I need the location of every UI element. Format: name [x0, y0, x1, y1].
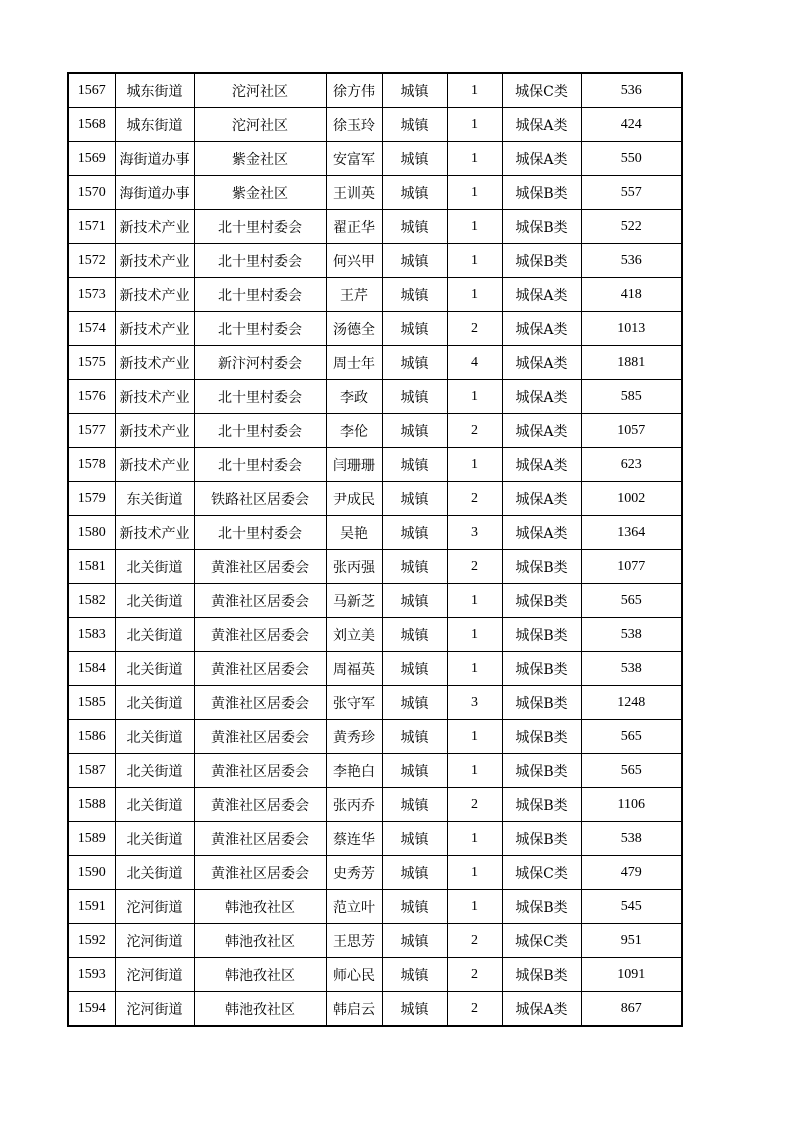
cell-count: 1: [447, 448, 502, 482]
cell-name: 韩启云: [326, 992, 382, 1027]
cell-street: 新技术产业: [115, 244, 194, 278]
cell-area: 城镇: [382, 142, 447, 176]
cell-id: 1579: [68, 482, 115, 516]
cell-community: 铁路社区居委会: [194, 482, 326, 516]
cell-category: 城保A类: [502, 278, 581, 312]
cell-area: 城镇: [382, 822, 447, 856]
cell-community: 黄淮社区居委会: [194, 550, 326, 584]
cell-area: 城镇: [382, 992, 447, 1027]
cell-community: 黄淮社区居委会: [194, 788, 326, 822]
cell-community: 北十里村委会: [194, 210, 326, 244]
cell-street: 北关街道: [115, 686, 194, 720]
cell-street: 新技术产业: [115, 210, 194, 244]
cell-name: 王训英: [326, 176, 382, 210]
cell-count: 3: [447, 516, 502, 550]
cell-community: 韩池孜社区: [194, 992, 326, 1027]
cell-street: 城东街道: [115, 73, 194, 108]
table-row: [68, 73, 682, 108]
cell-name: 吴艳: [326, 516, 382, 550]
cell-community: 韩池孜社区: [194, 958, 326, 992]
cell-community: 紫金社区: [194, 142, 326, 176]
cell-name: 安富军: [326, 142, 382, 176]
cell-name: 张丙乔: [326, 788, 382, 822]
cell-count: 1: [447, 754, 502, 788]
cell-id: 1573: [68, 278, 115, 312]
cell-name: 史秀芳: [326, 856, 382, 890]
cell-name: 闫珊珊: [326, 448, 382, 482]
cell-count: 2: [447, 550, 502, 584]
cell-area: 城镇: [382, 312, 447, 346]
table-row: [68, 278, 682, 312]
table-row: [68, 346, 682, 380]
cell-count: 1: [447, 176, 502, 210]
cell-area: 城镇: [382, 380, 447, 414]
cell-area: 城镇: [382, 516, 447, 550]
cell-category: 城保A类: [502, 516, 581, 550]
cell-id: 1586: [68, 720, 115, 754]
cell-amount: 550: [581, 142, 682, 176]
cell-area: 城镇: [382, 754, 447, 788]
cell-community: 北十里村委会: [194, 312, 326, 346]
cell-id: 1569: [68, 142, 115, 176]
cell-amount: 545: [581, 890, 682, 924]
cell-count: 3: [447, 686, 502, 720]
cell-street: 北关街道: [115, 550, 194, 584]
table-row: [68, 924, 682, 958]
cell-amount: 538: [581, 652, 682, 686]
cell-count: 2: [447, 788, 502, 822]
cell-category: 城保A类: [502, 312, 581, 346]
cell-id: 1571: [68, 210, 115, 244]
cell-street: 新技术产业: [115, 278, 194, 312]
cell-id: 1581: [68, 550, 115, 584]
cell-street: 沱河街道: [115, 924, 194, 958]
cell-amount: 1364: [581, 516, 682, 550]
table-row: [68, 176, 682, 210]
cell-category: 城保B类: [502, 890, 581, 924]
cell-amount: 536: [581, 73, 682, 108]
cell-amount: 538: [581, 822, 682, 856]
cell-street: 沱河街道: [115, 890, 194, 924]
cell-community: 沱河社区: [194, 108, 326, 142]
cell-id: 1585: [68, 686, 115, 720]
cell-category: 城保A类: [502, 414, 581, 448]
cell-name: 何兴甲: [326, 244, 382, 278]
cell-category: 城保B类: [502, 244, 581, 278]
cell-area: 城镇: [382, 720, 447, 754]
table-row: [68, 652, 682, 686]
table-row: [68, 516, 682, 550]
cell-amount: 557: [581, 176, 682, 210]
cell-street: 新技术产业: [115, 516, 194, 550]
table-row: [68, 380, 682, 414]
cell-street: 北关街道: [115, 618, 194, 652]
cell-area: 城镇: [382, 448, 447, 482]
cell-name: 王芹: [326, 278, 382, 312]
cell-name: 马新芝: [326, 584, 382, 618]
cell-amount: 538: [581, 618, 682, 652]
cell-category: 城保B类: [502, 176, 581, 210]
cell-name: 汤德全: [326, 312, 382, 346]
cell-count: 1: [447, 822, 502, 856]
cell-id: 1590: [68, 856, 115, 890]
table-row: [68, 992, 682, 1027]
table-row: [68, 550, 682, 584]
cell-amount: 522: [581, 210, 682, 244]
cell-amount: 418: [581, 278, 682, 312]
cell-name: 师心民: [326, 958, 382, 992]
cell-id: 1593: [68, 958, 115, 992]
cell-community: 北十里村委会: [194, 278, 326, 312]
cell-id: 1587: [68, 754, 115, 788]
cell-name: 李政: [326, 380, 382, 414]
table-row: [68, 312, 682, 346]
cell-community: 黄淮社区居委会: [194, 720, 326, 754]
table-row: [68, 482, 682, 516]
cell-amount: 424: [581, 108, 682, 142]
cell-category: 城保A类: [502, 448, 581, 482]
table-row: [68, 686, 682, 720]
cell-area: 城镇: [382, 278, 447, 312]
table-row: [68, 720, 682, 754]
cell-count: 1: [447, 278, 502, 312]
cell-street: 北关街道: [115, 754, 194, 788]
cell-amount: 951: [581, 924, 682, 958]
cell-street: 北关街道: [115, 788, 194, 822]
cell-name: 蔡连华: [326, 822, 382, 856]
records-table: [67, 72, 683, 1027]
cell-amount: 1057: [581, 414, 682, 448]
table-row: [68, 822, 682, 856]
cell-id: 1592: [68, 924, 115, 958]
cell-count: 2: [447, 482, 502, 516]
cell-street: 沱河街道: [115, 958, 194, 992]
cell-category: 城保C类: [502, 856, 581, 890]
cell-category: 城保B类: [502, 754, 581, 788]
table-row: [68, 448, 682, 482]
cell-id: 1574: [68, 312, 115, 346]
cell-category: 城保A类: [502, 142, 581, 176]
cell-name: 王思芳: [326, 924, 382, 958]
table-row: [68, 788, 682, 822]
cell-category: 城保B类: [502, 550, 581, 584]
cell-count: 1: [447, 856, 502, 890]
cell-count: 2: [447, 312, 502, 346]
cell-amount: 1091: [581, 958, 682, 992]
cell-area: 城镇: [382, 176, 447, 210]
cell-community: 北十里村委会: [194, 516, 326, 550]
cell-area: 城镇: [382, 686, 447, 720]
cell-amount: 536: [581, 244, 682, 278]
cell-count: 1: [447, 890, 502, 924]
cell-name: 范立叶: [326, 890, 382, 924]
cell-area: 城镇: [382, 550, 447, 584]
cell-name: 张丙强: [326, 550, 382, 584]
cell-id: 1570: [68, 176, 115, 210]
cell-id: 1580: [68, 516, 115, 550]
cell-id: 1589: [68, 822, 115, 856]
cell-street: 北关街道: [115, 584, 194, 618]
cell-category: 城保B类: [502, 210, 581, 244]
cell-id: 1572: [68, 244, 115, 278]
cell-id: 1591: [68, 890, 115, 924]
cell-count: 1: [447, 618, 502, 652]
cell-area: 城镇: [382, 890, 447, 924]
cell-category: 城保B类: [502, 720, 581, 754]
cell-name: 周士年: [326, 346, 382, 380]
cell-community: 新汴河村委会: [194, 346, 326, 380]
cell-amount: 565: [581, 584, 682, 618]
table-row: [68, 244, 682, 278]
cell-street: 北关街道: [115, 856, 194, 890]
cell-amount: 867: [581, 992, 682, 1027]
cell-area: 城镇: [382, 346, 447, 380]
cell-count: 1: [447, 108, 502, 142]
cell-amount: 565: [581, 754, 682, 788]
cell-count: 1: [447, 380, 502, 414]
cell-count: 1: [447, 142, 502, 176]
cell-area: 城镇: [382, 108, 447, 142]
table-row: [68, 754, 682, 788]
cell-community: 黄淮社区居委会: [194, 754, 326, 788]
cell-area: 城镇: [382, 73, 447, 108]
cell-community: 黄淮社区居委会: [194, 618, 326, 652]
cell-amount: 1077: [581, 550, 682, 584]
table-row: [68, 958, 682, 992]
cell-count: 1: [447, 210, 502, 244]
cell-community: 北十里村委会: [194, 414, 326, 448]
cell-area: 城镇: [382, 244, 447, 278]
cell-area: 城镇: [382, 958, 447, 992]
cell-street: 新技术产业: [115, 414, 194, 448]
cell-name: 李伦: [326, 414, 382, 448]
table-row: [68, 618, 682, 652]
cell-community: 黄淮社区居委会: [194, 686, 326, 720]
cell-category: 城保A类: [502, 346, 581, 380]
cell-street: 沱河街道: [115, 992, 194, 1027]
cell-area: 城镇: [382, 584, 447, 618]
cell-name: 徐玉玲: [326, 108, 382, 142]
cell-amount: 1013: [581, 312, 682, 346]
cell-community: 北十里村委会: [194, 380, 326, 414]
cell-category: 城保A类: [502, 380, 581, 414]
cell-id: 1584: [68, 652, 115, 686]
cell-amount: 585: [581, 380, 682, 414]
cell-category: 城保B类: [502, 958, 581, 992]
cell-community: 韩池孜社区: [194, 924, 326, 958]
cell-area: 城镇: [382, 924, 447, 958]
cell-area: 城镇: [382, 210, 447, 244]
cell-name: 张守军: [326, 686, 382, 720]
cell-amount: 1002: [581, 482, 682, 516]
table-row: [68, 108, 682, 142]
cell-community: 北十里村委会: [194, 448, 326, 482]
cell-street: 新技术产业: [115, 312, 194, 346]
cell-name: 尹成民: [326, 482, 382, 516]
cell-area: 城镇: [382, 856, 447, 890]
cell-street: 北关街道: [115, 720, 194, 754]
cell-amount: 623: [581, 448, 682, 482]
cell-street: 海街道办事: [115, 176, 194, 210]
cell-street: 北关街道: [115, 652, 194, 686]
cell-id: 1578: [68, 448, 115, 482]
cell-id: 1582: [68, 584, 115, 618]
cell-street: 新技术产业: [115, 448, 194, 482]
cell-id: 1575: [68, 346, 115, 380]
cell-id: 1588: [68, 788, 115, 822]
cell-id: 1567: [68, 73, 115, 108]
table-row: [68, 414, 682, 448]
table-row: [68, 584, 682, 618]
cell-amount: 479: [581, 856, 682, 890]
cell-count: 1: [447, 73, 502, 108]
cell-category: 城保B类: [502, 686, 581, 720]
cell-name: 徐方伟: [326, 73, 382, 108]
cell-count: 1: [447, 244, 502, 278]
cell-category: 城保C类: [502, 924, 581, 958]
cell-area: 城镇: [382, 652, 447, 686]
cell-id: 1568: [68, 108, 115, 142]
cell-area: 城镇: [382, 482, 447, 516]
cell-category: 城保A类: [502, 108, 581, 142]
cell-count: 4: [447, 346, 502, 380]
cell-street: 海街道办事: [115, 142, 194, 176]
cell-name: 黄秀珍: [326, 720, 382, 754]
cell-community: 黄淮社区居委会: [194, 856, 326, 890]
table-row: [68, 142, 682, 176]
cell-community: 北十里村委会: [194, 244, 326, 278]
cell-street: 新技术产业: [115, 380, 194, 414]
cell-count: 2: [447, 992, 502, 1027]
cell-name: 周福英: [326, 652, 382, 686]
cell-id: 1583: [68, 618, 115, 652]
cell-amount: 1248: [581, 686, 682, 720]
cell-community: 黄淮社区居委会: [194, 822, 326, 856]
cell-area: 城镇: [382, 618, 447, 652]
cell-amount: 1881: [581, 346, 682, 380]
cell-category: 城保B类: [502, 618, 581, 652]
cell-amount: 1106: [581, 788, 682, 822]
cell-street: 东关街道: [115, 482, 194, 516]
cell-id: 1594: [68, 992, 115, 1027]
cell-id: 1576: [68, 380, 115, 414]
cell-name: 翟正华: [326, 210, 382, 244]
cell-count: 2: [447, 924, 502, 958]
cell-community: 沱河社区: [194, 73, 326, 108]
cell-category: 城保B类: [502, 788, 581, 822]
cell-community: 韩池孜社区: [194, 890, 326, 924]
cell-street: 新技术产业: [115, 346, 194, 380]
cell-area: 城镇: [382, 414, 447, 448]
table-row: [68, 890, 682, 924]
cell-community: 黄淮社区居委会: [194, 584, 326, 618]
cell-community: 黄淮社区居委会: [194, 652, 326, 686]
cell-street: 城东街道: [115, 108, 194, 142]
cell-category: 城保A类: [502, 482, 581, 516]
cell-amount: 565: [581, 720, 682, 754]
cell-count: 2: [447, 958, 502, 992]
cell-count: 1: [447, 652, 502, 686]
cell-count: 2: [447, 414, 502, 448]
cell-name: 李艳白: [326, 754, 382, 788]
table-row: [68, 210, 682, 244]
cell-category: 城保B类: [502, 584, 581, 618]
cell-name: 刘立美: [326, 618, 382, 652]
table-row: [68, 856, 682, 890]
cell-category: 城保A类: [502, 992, 581, 1027]
cell-id: 1577: [68, 414, 115, 448]
cell-category: 城保C类: [502, 73, 581, 108]
cell-count: 1: [447, 584, 502, 618]
cell-category: 城保B类: [502, 822, 581, 856]
cell-count: 1: [447, 720, 502, 754]
cell-street: 北关街道: [115, 822, 194, 856]
cell-area: 城镇: [382, 788, 447, 822]
cell-category: 城保B类: [502, 652, 581, 686]
cell-community: 紫金社区: [194, 176, 326, 210]
